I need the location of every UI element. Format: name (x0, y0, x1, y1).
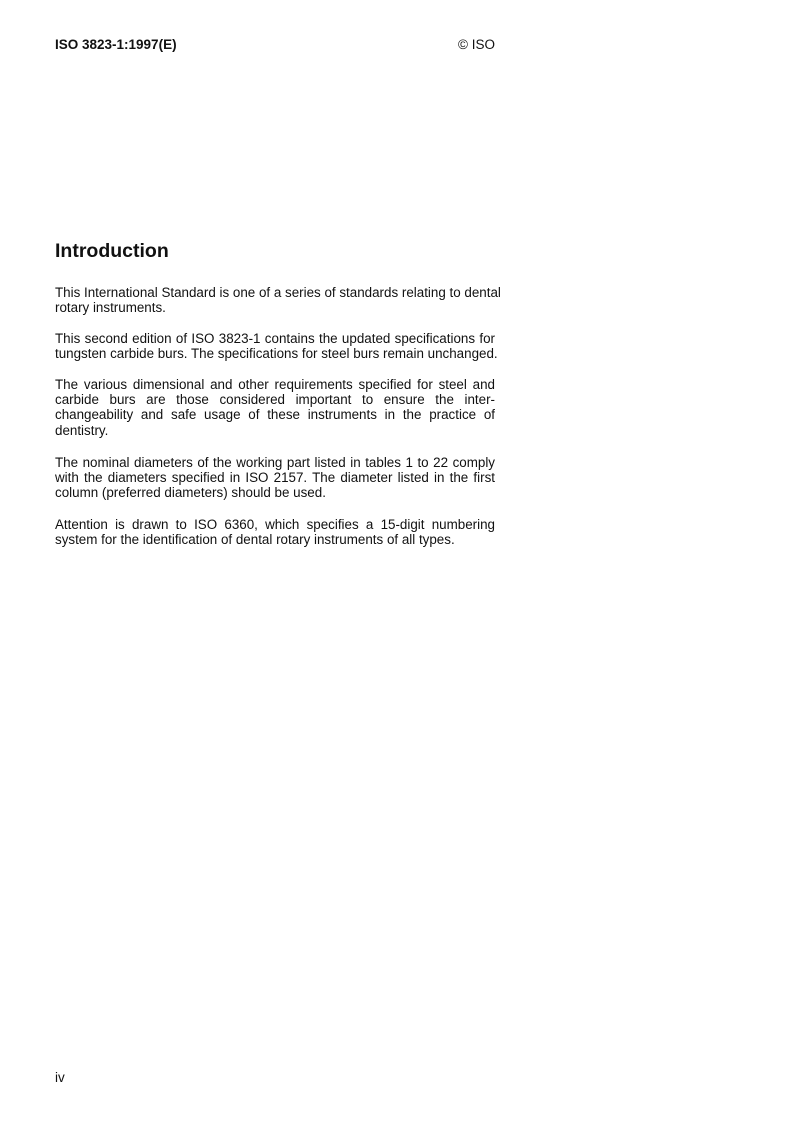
text-line: system for the identification of dental rotary instruments of all types. (55, 532, 455, 548)
text-line: changeability and safe usage of these instruments in the practice of (55, 407, 495, 423)
text-line: Attention is drawn to ISO 6360, which specifies a 15-digit numbering (55, 517, 495, 532)
text-line: The nominal diameters of the working part listed in tables 1 to 22 comply (55, 455, 495, 470)
text-line: with the diameters specified in ISO 2157. The diameter listed in the first (55, 470, 495, 486)
page-number: iv (55, 1070, 65, 1085)
text-line: This second edition of ISO 3823-1 contains the updated specifications for (55, 331, 495, 346)
copyright-notice: © ISO (458, 37, 495, 52)
text-line: column (preferred diameters) should be used. (55, 485, 326, 501)
section-title: Introduction (55, 240, 169, 262)
text-line: rotary instruments. (55, 300, 166, 316)
text-line: dentistry. (55, 422, 109, 438)
text-line: tungsten carbide burs. The specifications for steel burs remain unchanged. (55, 346, 498, 362)
paragraph (55, 455, 495, 501)
paragraph (55, 377, 495, 438)
text-line: The various dimensional and other requirements specified for steel and (55, 377, 495, 392)
text-line: This International Standard is one of a series of standards relating to dental (55, 285, 501, 300)
paragraph (55, 331, 498, 362)
paragraph (55, 517, 495, 547)
paragraph (55, 285, 501, 316)
document-id: ISO 3823-1:1997(E) (55, 37, 177, 52)
text-line: carbide burs are those considered important to ensure the inter- (55, 392, 495, 408)
